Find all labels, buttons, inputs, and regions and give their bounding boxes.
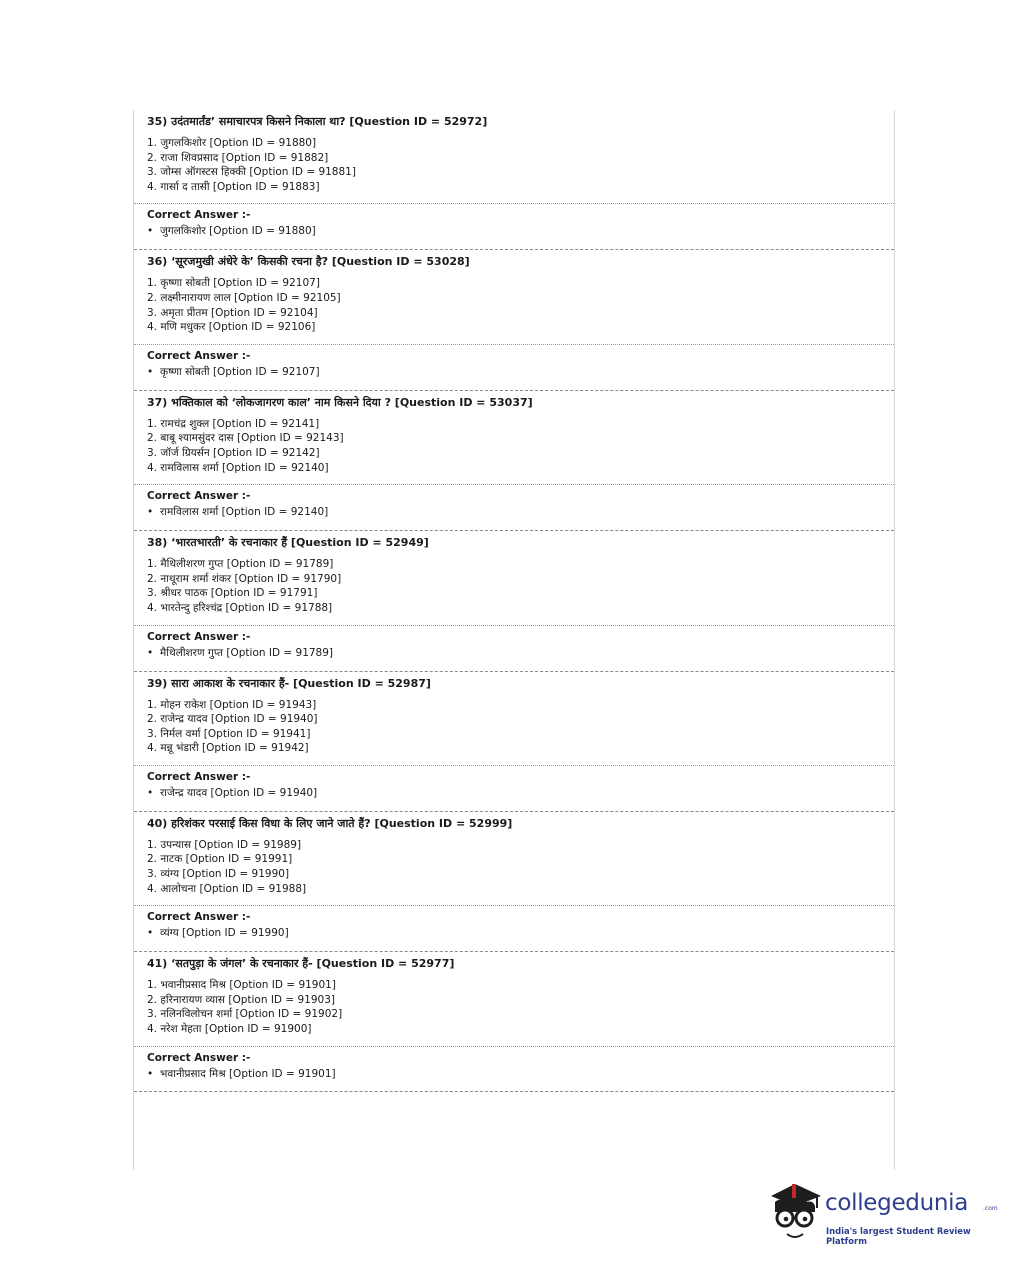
student-mascot-icon (765, 1178, 825, 1246)
correct-answer-section (134, 625, 894, 671)
correct-answer-text: कृष्णा सोबती [Option ID = 92107] (160, 365, 320, 378)
option-item: 2. राजेन्द्र यादव [Option ID = 91940] (147, 713, 318, 726)
correct-answer-text: मैथिलीशरण गुप्त [Option ID = 91789] (160, 646, 334, 659)
option-list (134, 269, 894, 334)
option-list (134, 129, 894, 194)
collegedunia-logo (765, 1178, 997, 1246)
correct-answer-section (134, 344, 894, 390)
option-item: 1. रामचंद्र शुक्ल [Option ID = 92141] (147, 417, 320, 430)
option-item: 4. मणि मधुकर [Option ID = 92106] (147, 321, 316, 334)
option-list (134, 971, 894, 1036)
option-item: 3. निर्मल वर्मा [Option ID = 91941] (147, 727, 311, 740)
correct-answer-label: Correct Answer :- (147, 349, 251, 362)
correct-answer-text: राजेन्द्र यादव [Option ID = 91940] (160, 786, 318, 799)
option-item: 4. रामविलास शर्मा [Option ID = 92140] (147, 461, 329, 474)
option-item: 1. मैथिलीशरण गुप्त [Option ID = 91789] (147, 558, 334, 571)
option-item: 4. भारतेन्दु हरिश्चंद्र [Option ID = 91788] (147, 601, 333, 614)
option-item: 2. लक्ष्मीनारायण लाल [Option ID = 92105] (147, 291, 341, 304)
correct-answer-label: Correct Answer :- (147, 630, 251, 643)
correct-answer-text: व्यंग्य [Option ID = 91990] (160, 927, 289, 940)
option-list (134, 550, 894, 615)
correct-answer-section (134, 1046, 894, 1092)
logo-tagline: India's largest Student Review Platform (826, 1226, 971, 1246)
option-item: 3. श्रीधर पाठक [Option ID = 91791] (147, 587, 318, 600)
option-item: 2. राजा शिवप्रसाद [Option ID = 91882] (147, 151, 329, 164)
question-title: 35) उदंतमार्तंड’ समाचारपत्र किसने निकाला था? [Question ID = 52972] (147, 115, 488, 128)
option-item: 2. बाबू श्यामसुंदर दास [Option ID = 92143] (147, 432, 344, 445)
bullet-icon: • (147, 1067, 154, 1080)
question-paper (133, 110, 895, 1170)
option-list (134, 410, 894, 475)
logo-dotcom: .com (983, 1205, 998, 1212)
bullet-icon: • (147, 927, 154, 940)
bullet-icon: • (147, 225, 154, 238)
question-block-36 (134, 249, 894, 389)
bullet-icon: • (147, 365, 154, 378)
option-item: 1. जुगलकिशोर [Option ID = 91880] (147, 137, 317, 149)
question-block-41 (134, 951, 894, 1091)
correct-answer-label: Correct Answer :- (147, 490, 251, 503)
option-item: 1. भवानीप्रसाद मिश्र [Option ID = 91901] (147, 979, 336, 992)
question-title: 37) भक्तिकाल को ‘लोकजागरण काल’ नाम किसने दिया ? [Question ID = 53037] (147, 395, 533, 409)
correct-answer-label: Correct Answer :- (147, 911, 251, 924)
option-item: 4. आलोचना [Option ID = 91988] (147, 882, 307, 895)
question-title: 39) सारा आकाश के रचनाकार हैं- [Question ID = 52987] (147, 676, 431, 690)
correct-answer-label: Correct Answer :- (147, 1051, 251, 1064)
option-item: 2. हरिनारायण व्यास [Option ID = 91903] (147, 993, 335, 1006)
question-block-38 (134, 530, 894, 670)
correct-answer-section (134, 203, 894, 249)
option-item: 4. मन्नू भंडारी [Option ID = 91942] (147, 742, 309, 755)
correct-answer-text: भवानीप्रसाद मिश्र [Option ID = 91901] (160, 1067, 336, 1080)
option-item: 4. गार्सा द तासी [Option ID = 91883] (147, 180, 320, 193)
bullet-icon: • (147, 506, 154, 519)
logo-wordmark: collegedunia (825, 1190, 969, 1216)
question-title: 38) ‘भारतभारती’ के रचनाकार हैं [Question ID = 52949] (147, 536, 429, 550)
correct-answer-text: जुगलकिशोर [Option ID = 91880] (160, 225, 316, 238)
question-title: 41) ‘सतपुड़ा के जंगल’ के रचनाकार हैं- [Question ID = 52977] (147, 957, 455, 971)
bullet-icon: • (147, 646, 154, 659)
option-item: 1. मोहन राकेश [Option ID = 91943] (147, 698, 317, 711)
option-list (134, 691, 894, 756)
correct-answer-section (134, 484, 894, 530)
question-block-37 (134, 390, 894, 530)
option-list (134, 831, 894, 896)
question-block-40 (134, 811, 894, 951)
bullet-icon: • (147, 786, 154, 799)
option-item: 3. अमृता प्रीतम [Option ID = 92104] (147, 306, 318, 319)
option-item: 4. नरेश मेहता [Option ID = 91900] (147, 1023, 312, 1036)
option-item: 3. जॉर्ज ग्रियर्सन [Option ID = 92142] (147, 446, 320, 459)
correct-answer-section (134, 905, 894, 951)
question-block-35 (134, 110, 894, 249)
question-title: 40) हरिशंकर परसाई किस विधा के लिए जाने जाते हैं? [Question ID = 52999] (147, 816, 513, 830)
option-item: 2. नाथूराम शर्मा शंकर [Option ID = 91790] (147, 572, 342, 585)
question-block-39 (134, 671, 894, 811)
option-item: 3. नलिनविलोचन शर्मा [Option ID = 91902] (147, 1008, 343, 1021)
option-item: 1. उपन्यास [Option ID = 91989] (147, 838, 302, 851)
correct-answer-text: रामविलास शर्मा [Option ID = 92140] (160, 506, 329, 519)
option-item: 3. जोम्स ऑगस्टस हिक्की [Option ID = 91881] (147, 166, 356, 179)
option-item: 1. कृष्णा सोबती [Option ID = 92107] (147, 277, 320, 290)
option-item: 3. व्यंग्य [Option ID = 91990] (147, 868, 290, 881)
correct-answer-label: Correct Answer :- (147, 209, 251, 222)
correct-answer-label: Correct Answer :- (147, 770, 251, 783)
option-item: 2. नाटक [Option ID = 91991] (147, 853, 293, 866)
correct-answer-section (134, 765, 894, 811)
question-title: 36) ‘सूरजमुखी अंधेरे के’ किसकी रचना है? [Question ID = 53028] (147, 255, 470, 269)
